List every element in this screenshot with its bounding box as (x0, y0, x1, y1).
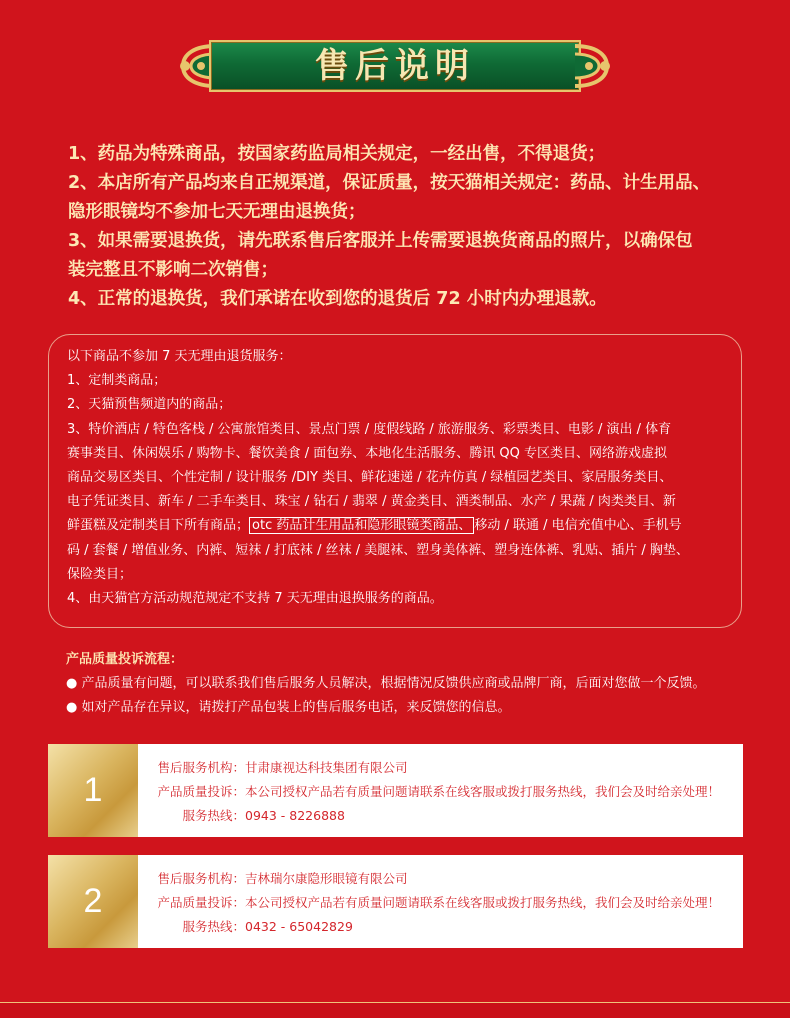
complaint-text: 本公司授权产品若有质量问题请联系在线客服或拨打服务热线，我们会及时给亲处理！ (245, 895, 721, 910)
hotline-number[interactable]: 0943 - 8226888 (245, 808, 345, 823)
org-row (153, 756, 738, 780)
card-number: 1 (48, 744, 138, 837)
hotline-row (153, 915, 738, 939)
org-name: 甘肃康视达科技集团有限公司 (245, 760, 408, 775)
highlighted-otc-text: otc 药品计生用品和隐形眼镜类商品、 (249, 517, 474, 534)
complaint-row (153, 780, 738, 804)
org-name: 吉林瑞尔康隐形眼镜有限公司 (245, 871, 408, 886)
return-rules (68, 140, 758, 314)
quality-item: ● 如对产品存在异议，请拨打产品包装上的售后服务电话，来反馈您的信息。 (66, 700, 511, 715)
exclusion-text: 鲜蛋糕及定制类目下所有商品； (67, 518, 250, 534)
hotline-label: 服务热线： (182, 808, 245, 823)
rule-line: 4、正常的退换货，我们承诺在收到您的退货后 72 小时内办理退款。 (68, 289, 607, 309)
service-card (48, 855, 743, 948)
hotline-row (153, 804, 738, 828)
page-title: 售后说明 (315, 46, 475, 86)
exclusion-line: 2、天猫预售频道内的商品； (67, 397, 232, 413)
exclusion-line: 商品交易区类目、个性定制 / 设计服务 /DIY 类目、鲜花速递 / 花卉仿真 / 绿植园艺类目、家居服务类目、 (67, 470, 673, 486)
exclusion-line (67, 514, 731, 538)
org-label: 售后服务机构： (157, 760, 245, 775)
exclusion-line: 1、定制类商品； (67, 373, 167, 389)
exclusion-line: 码 / 套餐 / 增值业务、内裤、短袜 / 打底袜 / 丝袜 / 美腿袜、塑身美体裤、塑身连体裤、乳贴、插片 / 胸垫、 (67, 542, 689, 558)
complaint-text: 本公司授权产品若有质量问题请联系在线客服或拨打服务热线，我们会及时给亲处理！ (245, 784, 721, 799)
complaint-label: 产品质量投诉： (157, 784, 245, 799)
complaint-label: 产品质量投诉： (157, 895, 245, 910)
exclusion-text: 移动 / 联通 / 电信充值中心、手机号 (474, 518, 682, 534)
exclusion-line: 3、特价酒店 / 特色客栈 / 公寓旅馆类目、景点门票 / 度假线路 / 旅游服务、彩票类目、电影 / 演出 / 体育 (67, 421, 672, 437)
quality-heading: 产品质量投诉流程： (66, 652, 184, 667)
ornament-right-icon (571, 36, 615, 96)
hotline-label: 服务热线： (182, 919, 245, 934)
service-card (48, 744, 743, 837)
rule-line: 装完整且不影响二次销售； (68, 260, 278, 280)
exclusion-line: 电子凭证类目、新车 / 二手车类目、珠宝 / 钻石 / 翡翠 / 黄金类目、酒类制品、水产 / 果蔬 / 肉类类目、新 (67, 494, 676, 510)
rule-line: 1、药品为特殊商品，按国家药监局相关规定，一经出售，不得退货； (68, 144, 606, 164)
exclusion-line: 4、由天猫官方活动规范规定不支持 7 天无理由退换服务的商品。 (67, 591, 443, 607)
rule-line: 2、本店所有产品均来自正规渠道，保证质量，按天猫相关规定：药品、计生用品、 (68, 173, 711, 193)
org-row (153, 867, 738, 891)
exclusions-box (48, 334, 742, 628)
title-banner (175, 36, 615, 96)
complaint-row (153, 891, 738, 915)
hotline-number[interactable]: 0432 - 65042829 (245, 919, 353, 934)
rule-line: 3、如果需要退换货，请先联系售后客服并上传需要退换货商品的照片，以确保包 (68, 231, 693, 251)
exclusions-heading: 以下商品不参加 7 天无理由退货服务： (67, 349, 292, 364)
bottom-border (0, 1002, 790, 1018)
exclusion-line: 赛事类目、休闲娱乐 / 购物卡、餐饮美食 / 面包券、本地化生活服务、腾讯 QQ 专区类目、网络游戏虚拟 (67, 445, 668, 461)
quality-complaint-section (66, 648, 766, 720)
quality-item: ● 产品质量有问题，可以联系我们售后服务人员解决，根据情况反馈供应商或品牌厂商，后面对您做一个反馈。 (66, 676, 706, 691)
rule-line: 隐形眼镜均不参加七天无理由退换货； (68, 202, 366, 222)
card-number: 2 (48, 855, 138, 948)
exclusion-line: 保险类目； (67, 566, 133, 582)
org-label: 售后服务机构： (157, 871, 245, 886)
